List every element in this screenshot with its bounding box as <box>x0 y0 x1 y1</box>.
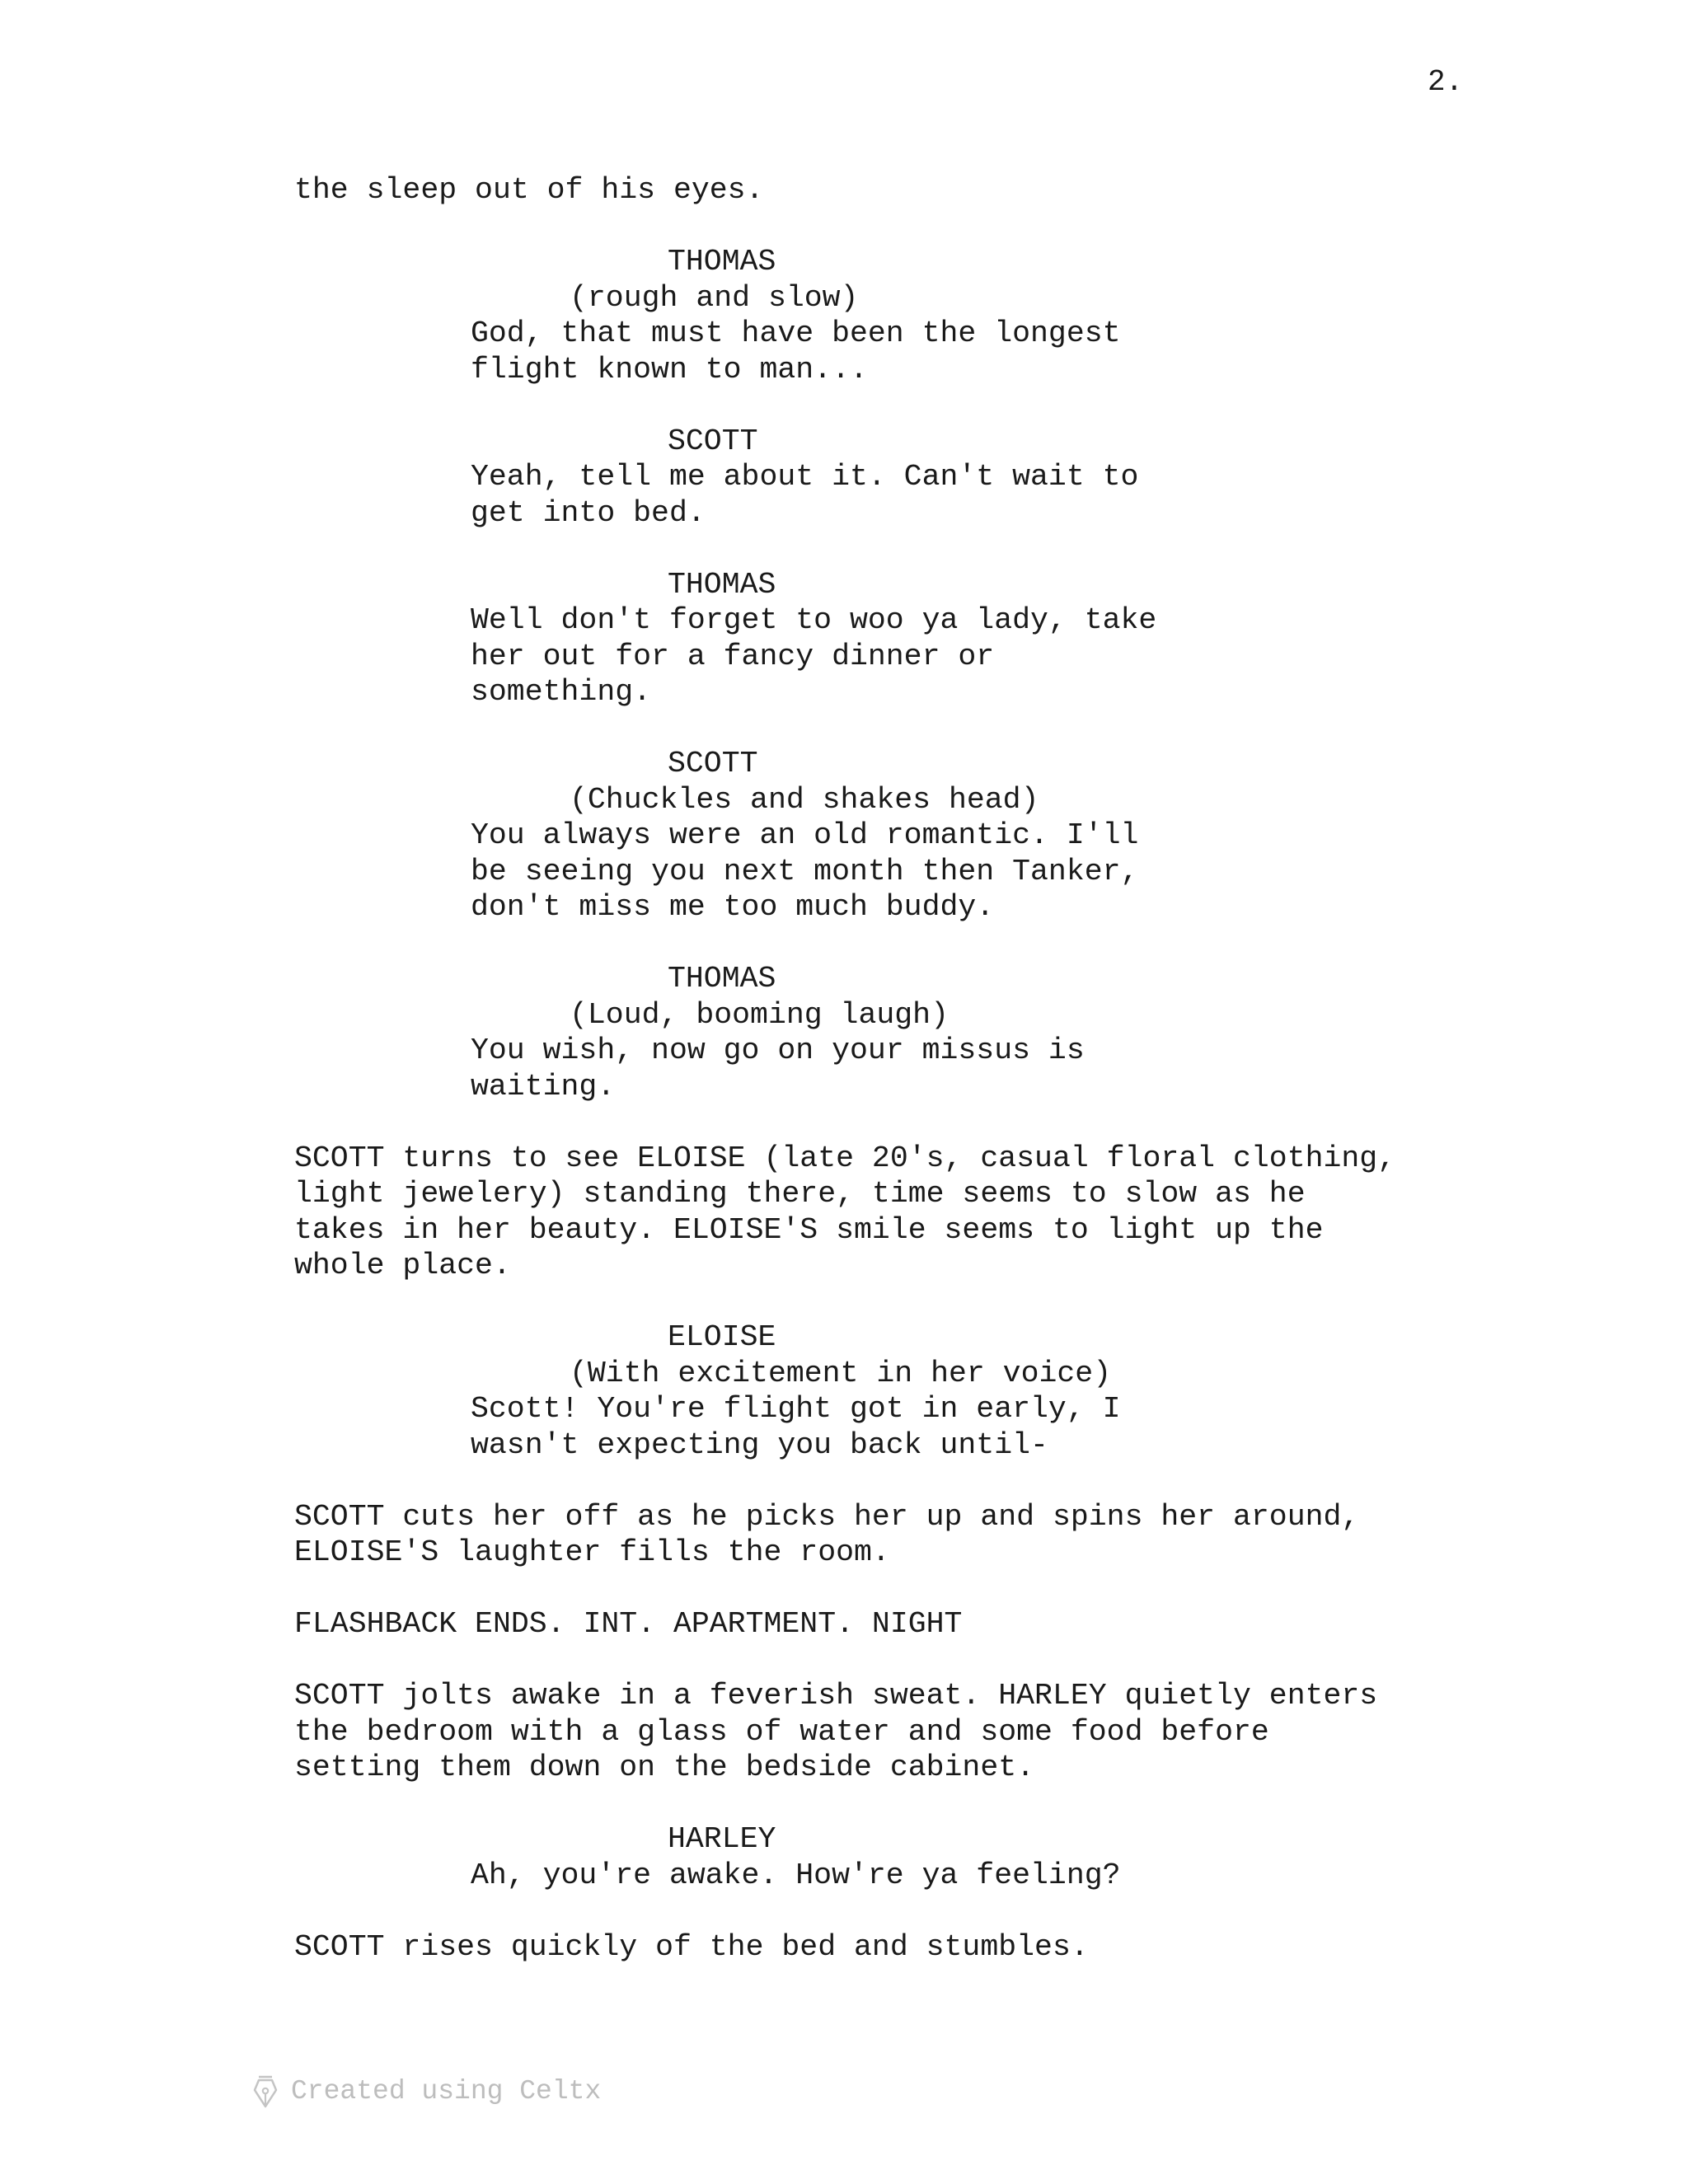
action-line: the sleep out of his eyes. <box>294 173 764 207</box>
dialogue-line: You always were an old romantic. I'll <box>471 818 1139 852</box>
parenthetical-line: (Loud, booming laugh) <box>570 998 949 1032</box>
action-line: whole place. <box>294 1249 511 1282</box>
footer <box>251 2074 601 2110</box>
dialogue-line: Scott! You're flight got in early, I <box>471 1392 1121 1426</box>
action-line: SCOTT turns to see ELOISE (late 20's, casual floral clothing, <box>294 1141 1396 1175</box>
action-line: SCOTT cuts her off as he picks her up and spins her around, <box>294 1500 1360 1534</box>
character-name: SCOTT <box>668 747 758 780</box>
parenthetical-line: (Chuckles and shakes head) <box>570 783 1039 817</box>
character-name: ELOISE <box>668 1320 776 1354</box>
pen-nib-icon <box>251 2074 279 2110</box>
action-line: FLASHBACK ENDS. INT. APARTMENT. NIGHT <box>294 1607 963 1641</box>
character-name: THOMAS <box>668 245 776 279</box>
dialogue-line: don't miss me too much buddy. <box>471 890 995 924</box>
dialogue-line: her out for a fancy dinner or <box>471 640 995 673</box>
action-line: the bedroom with a glass of water and some food before <box>294 1715 1269 1749</box>
action-line: SCOTT rises quickly of the bed and stumbles. <box>294 1930 1089 1964</box>
parenthetical-line: (rough and slow) <box>570 281 859 315</box>
dialogue-line: Well don't forget to woo ya lady, take <box>471 603 1157 637</box>
character-name: HARLEY <box>668 1822 776 1856</box>
dialogue-line: get into bed. <box>471 496 706 530</box>
page-number: 2. <box>1428 65 1464 99</box>
dialogue-line: waiting. <box>471 1070 616 1104</box>
action-line: setting them down on the bedside cabinet. <box>294 1750 1035 1784</box>
dialogue-line: Ah, you're awake. How're ya feeling? <box>471 1858 1121 1892</box>
dialogue-line: God, that must have been the longest <box>471 316 1121 350</box>
parenthetical-line: (With excitement in her voice) <box>570 1357 1112 1390</box>
action-line: takes in her beauty. ELOISE'S smile seems to light up the <box>294 1213 1324 1247</box>
dialogue-line: Yeah, tell me about it. Can't wait to <box>471 460 1139 494</box>
dialogue-line: flight known to man... <box>471 353 868 387</box>
character-name: THOMAS <box>668 568 776 602</box>
action-line: ELOISE'S laughter fills the room. <box>294 1535 890 1569</box>
action-line: light jewelery) standing there, time seems to slow as he <box>294 1177 1306 1211</box>
dialogue-line: You wish, now go on your missus is <box>471 1033 1085 1067</box>
dialogue-line: be seeing you next month then Tanker, <box>471 855 1139 888</box>
character-name: SCOTT <box>668 424 758 458</box>
action-line: SCOTT jolts awake in a feverish sweat. HARLEY quietly enters <box>294 1679 1378 1713</box>
dialogue-line: something. <box>471 675 652 709</box>
footer-text: Created using Celtx <box>291 2076 602 2107</box>
dialogue-line: wasn't expecting you back until- <box>471 1428 1048 1462</box>
character-name: THOMAS <box>668 962 776 996</box>
